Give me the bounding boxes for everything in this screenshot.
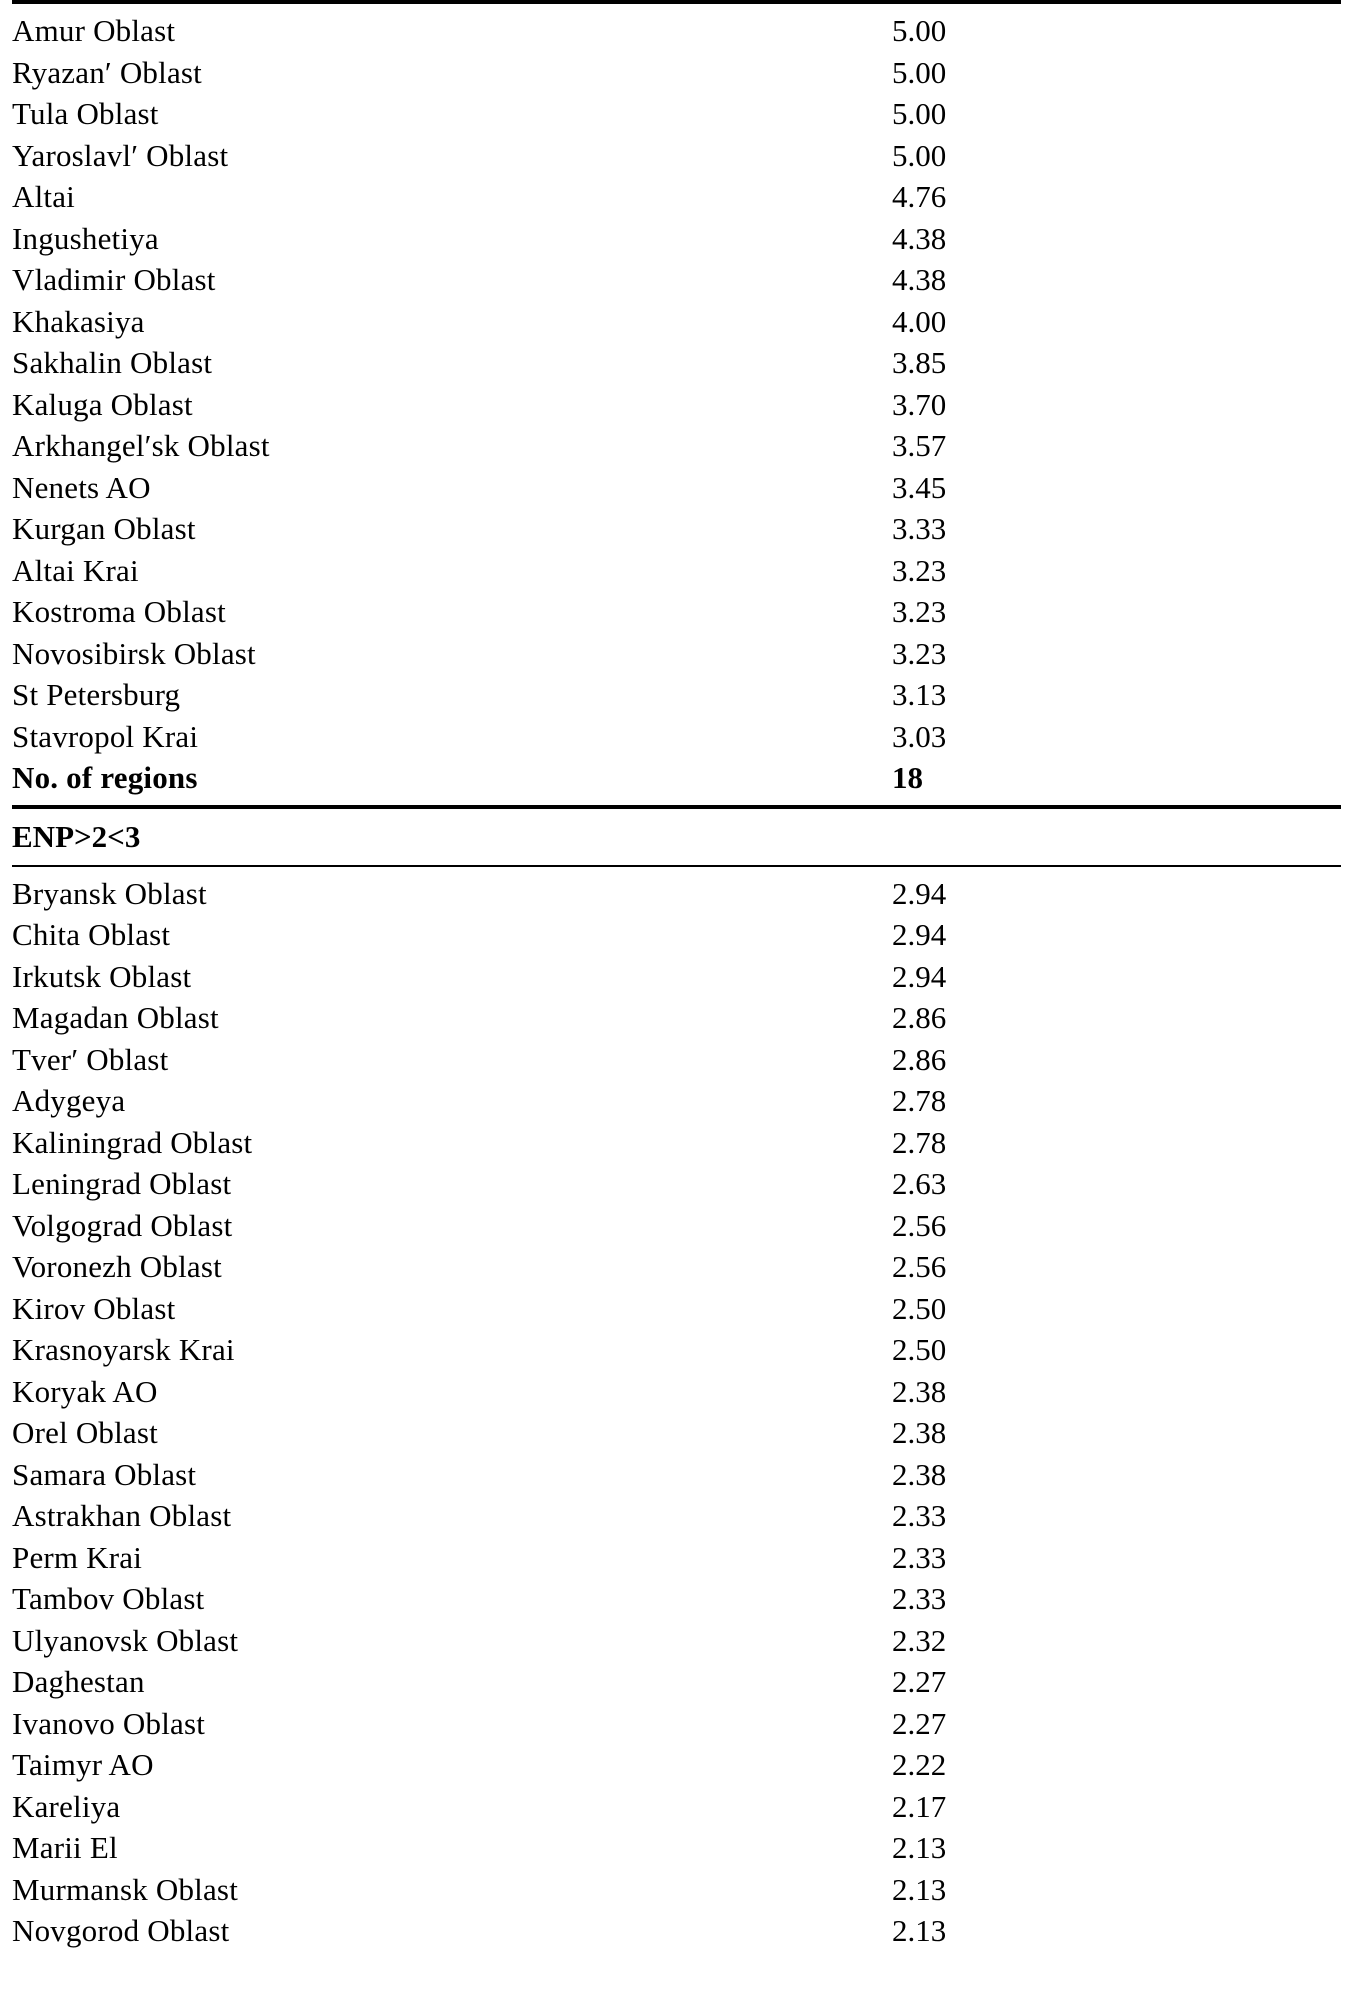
region-name: Ivanovo Oblast bbox=[12, 1705, 206, 1741]
region-name: Daghestan bbox=[12, 1664, 145, 1699]
table-row bbox=[12, 1163, 1341, 1205]
region-name: Ryazan′ Oblast bbox=[12, 54, 202, 90]
table-row bbox=[12, 914, 1341, 956]
region-name: Perm Krai bbox=[12, 1539, 143, 1575]
total-value: 18 bbox=[892, 760, 923, 795]
region-name: Stavropol Krai bbox=[12, 718, 199, 754]
region-value: 2.56 bbox=[892, 1249, 947, 1284]
region-value: 2.86 bbox=[892, 1041, 947, 1077]
region-value: 2.56 bbox=[892, 1207, 947, 1243]
region-name: Marii El bbox=[12, 1830, 118, 1865]
table-section-enp-2-3 bbox=[12, 873, 1341, 1952]
region-value: 3.23 bbox=[892, 594, 947, 629]
table-row bbox=[12, 301, 1341, 343]
table-section-enp-gt3 bbox=[12, 10, 1341, 799]
table-row bbox=[12, 52, 1341, 94]
table-row bbox=[12, 956, 1341, 998]
region-value: 2.50 bbox=[892, 1332, 947, 1367]
region-name: Bryansk Oblast bbox=[12, 875, 207, 911]
table-row bbox=[12, 1786, 1341, 1828]
region-value: 2.32 bbox=[892, 1622, 947, 1658]
table-row bbox=[12, 1371, 1341, 1413]
region-name: Leningrad Oblast bbox=[12, 1166, 232, 1201]
table-row bbox=[12, 10, 1341, 52]
table-row bbox=[12, 425, 1341, 467]
region-value: 2.17 bbox=[892, 1788, 947, 1824]
table-row bbox=[12, 1329, 1341, 1371]
region-name: Ulyanovsk Oblast bbox=[12, 1622, 239, 1658]
region-name: Kirov Oblast bbox=[12, 1290, 176, 1326]
region-value: 3.03 bbox=[892, 718, 947, 754]
section-heading-enp-2-3 bbox=[12, 809, 1341, 865]
table-row bbox=[12, 1869, 1341, 1911]
table-row bbox=[12, 1910, 1341, 1952]
table-row bbox=[12, 1205, 1341, 1247]
region-value: 3.23 bbox=[892, 635, 947, 671]
region-value: 5.00 bbox=[892, 54, 947, 90]
region-name: Altai Krai bbox=[12, 552, 139, 588]
region-value: 3.85 bbox=[892, 345, 947, 380]
region-name: Vladimir Oblast bbox=[12, 262, 216, 297]
region-name: Novgorod Oblast bbox=[12, 1913, 230, 1948]
region-value: 3.70 bbox=[892, 386, 947, 422]
region-value: 5.00 bbox=[892, 96, 947, 131]
region-value: 3.33 bbox=[892, 511, 947, 546]
table-row bbox=[12, 591, 1341, 633]
table-row bbox=[12, 1288, 1341, 1330]
region-value: 2.94 bbox=[892, 958, 947, 994]
table-row bbox=[12, 384, 1341, 426]
region-name: Tula Oblast bbox=[12, 96, 159, 131]
region-value: 3.13 bbox=[892, 677, 947, 712]
region-name: Magadan Oblast bbox=[12, 1000, 219, 1035]
region-value: 2.22 bbox=[892, 1747, 947, 1782]
table-row bbox=[12, 1080, 1341, 1122]
table-row bbox=[12, 1827, 1341, 1869]
table-row bbox=[12, 674, 1341, 716]
table-row bbox=[12, 1661, 1341, 1703]
total-label: No. of regions bbox=[12, 760, 198, 795]
table-row-total bbox=[12, 757, 1341, 799]
region-name: Samara Oblast bbox=[12, 1456, 197, 1492]
region-value: 2.50 bbox=[892, 1290, 947, 1326]
region-name: Kostroma Oblast bbox=[12, 594, 226, 629]
table-row bbox=[12, 342, 1341, 384]
table-row bbox=[12, 1246, 1341, 1288]
table-row bbox=[12, 1122, 1341, 1164]
table-row bbox=[12, 1537, 1341, 1579]
region-name: Kaluga Oblast bbox=[12, 386, 193, 422]
region-name: Novosibirsk Oblast bbox=[12, 635, 256, 671]
table-row bbox=[12, 633, 1341, 675]
table-row bbox=[12, 550, 1341, 592]
table-row bbox=[12, 1578, 1341, 1620]
region-value: 2.13 bbox=[892, 1871, 947, 1907]
region-name: Altai bbox=[12, 179, 75, 214]
region-name: Voronezh Oblast bbox=[12, 1249, 222, 1284]
region-value: 2.38 bbox=[892, 1373, 947, 1409]
region-name: Khakasiya bbox=[12, 303, 145, 339]
region-value: 2.13 bbox=[892, 1830, 947, 1865]
table-row bbox=[12, 1454, 1341, 1496]
region-value: 2.94 bbox=[892, 917, 947, 952]
table-row bbox=[12, 1703, 1341, 1745]
region-value: 5.00 bbox=[892, 137, 947, 173]
region-name: Kareliya bbox=[12, 1788, 121, 1824]
region-value: 2.27 bbox=[892, 1664, 947, 1699]
region-name: Murmansk Oblast bbox=[12, 1871, 239, 1907]
region-value: 5.00 bbox=[892, 13, 947, 48]
region-name: Tver′ Oblast bbox=[12, 1041, 169, 1077]
region-value: 2.33 bbox=[892, 1539, 947, 1575]
region-name: Sakhalin Oblast bbox=[12, 345, 213, 380]
region-value: 3.45 bbox=[892, 469, 947, 505]
region-name: St Petersburg bbox=[12, 677, 181, 712]
region-value: 2.27 bbox=[892, 1705, 947, 1741]
section-heading-label: ENP>2<3 bbox=[12, 818, 141, 854]
region-value: 3.23 bbox=[892, 552, 947, 588]
region-name: Irkutsk Oblast bbox=[12, 958, 192, 994]
region-name: Amur Oblast bbox=[12, 13, 176, 48]
region-value: 2.86 bbox=[892, 1000, 947, 1035]
region-value: 2.78 bbox=[892, 1124, 947, 1160]
table-row bbox=[12, 1039, 1341, 1081]
table-row bbox=[12, 467, 1341, 509]
table-row bbox=[12, 176, 1341, 218]
region-name: Arkhangel′sk Oblast bbox=[12, 428, 270, 463]
region-value: 4.38 bbox=[892, 262, 947, 297]
table-row bbox=[12, 1620, 1341, 1662]
table-row bbox=[12, 1495, 1341, 1537]
region-name: Chita Oblast bbox=[12, 917, 171, 952]
table-row bbox=[12, 873, 1341, 915]
region-name: Tambov Oblast bbox=[12, 1581, 205, 1616]
region-name: Nenets AO bbox=[12, 469, 151, 505]
region-value: 2.33 bbox=[892, 1498, 947, 1533]
table-row bbox=[12, 1412, 1341, 1454]
region-name: Volgograd Oblast bbox=[12, 1207, 233, 1243]
region-value: 2.38 bbox=[892, 1456, 947, 1492]
region-name: Yaroslavl′ Oblast bbox=[12, 137, 229, 173]
region-name: Krasnoyarsk Krai bbox=[12, 1332, 235, 1367]
table-row bbox=[12, 218, 1341, 260]
region-value: 4.00 bbox=[892, 303, 947, 339]
table-row bbox=[12, 508, 1341, 550]
region-value: 2.33 bbox=[892, 1581, 947, 1616]
region-name: Koryak AO bbox=[12, 1373, 158, 1409]
region-value: 2.13 bbox=[892, 1913, 947, 1948]
region-value: 4.76 bbox=[892, 179, 947, 214]
region-name: Adygeya bbox=[12, 1083, 126, 1118]
table-row bbox=[12, 259, 1341, 301]
region-name: Astrakhan Oblast bbox=[12, 1498, 232, 1533]
region-value: 4.38 bbox=[892, 220, 947, 256]
region-name: Kurgan Oblast bbox=[12, 511, 196, 546]
region-value: 2.38 bbox=[892, 1415, 947, 1450]
table-row bbox=[12, 716, 1341, 758]
region-name: Orel Oblast bbox=[12, 1415, 158, 1450]
region-value: 2.78 bbox=[892, 1083, 947, 1118]
region-name: Taimyr AO bbox=[12, 1747, 154, 1782]
table-row bbox=[12, 997, 1341, 1039]
table-row bbox=[12, 135, 1341, 177]
region-name: Kaliningrad Oblast bbox=[12, 1124, 253, 1160]
region-value: 2.63 bbox=[892, 1166, 947, 1201]
region-name: Ingushetiya bbox=[12, 220, 159, 256]
table-row bbox=[12, 1744, 1341, 1786]
table-row bbox=[12, 93, 1341, 135]
region-value: 2.94 bbox=[892, 875, 947, 911]
region-value: 3.57 bbox=[892, 428, 947, 463]
